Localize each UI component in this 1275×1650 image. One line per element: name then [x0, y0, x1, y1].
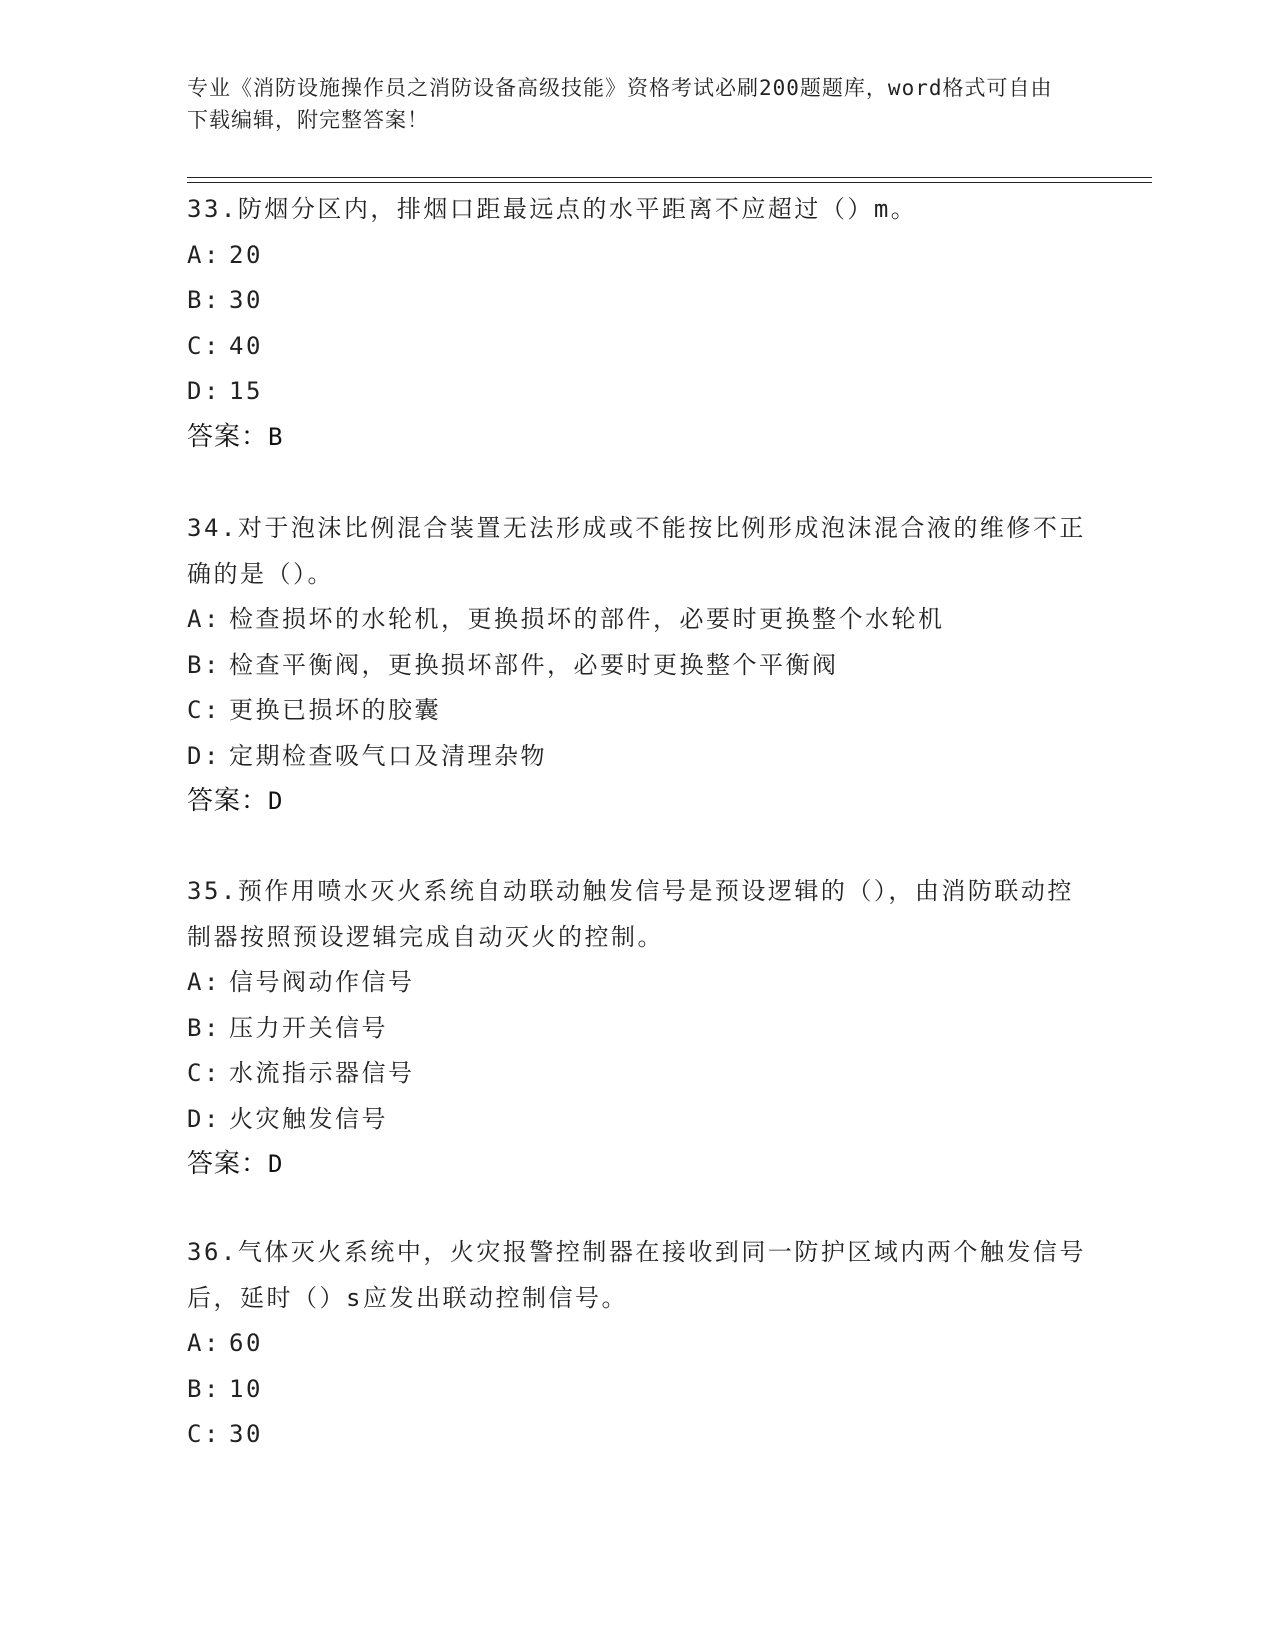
answer-label: 答案： — [187, 421, 269, 452]
question-stem: 36.气体灭火系统中，火灾报警控制器在接收到同一防护区域内两个触发信号后，延时（）s应发出联动控制信号。 — [187, 1238, 1086, 1312]
option-letter: D: — [187, 1104, 221, 1133]
header-text: 专业《消防设施操作员之消防设备高级技能》资格考试必刷200题题库，word格式可自由下载编辑，附完整答案！ — [187, 76, 1053, 132]
option-d — [187, 1097, 1087, 1143]
option-c — [187, 1412, 1087, 1458]
answer-value: B — [268, 422, 284, 451]
question-stem: 33.防烟分区内，排烟口距最远点的水平距离不应超过（）m。 — [187, 195, 918, 223]
option-letter: A: — [187, 968, 221, 996]
option-text: 检查损坏的水轮机，更换损坏的部件，必要时更换整个水轮机 — [229, 605, 945, 633]
option-letter: A: — [187, 240, 221, 269]
option-letter: B: — [187, 1013, 221, 1042]
option-a — [187, 960, 1087, 1006]
option-text: 压力开关信号 — [229, 1013, 388, 1042]
option-letter: C: — [187, 1420, 221, 1448]
option-letter: A: — [187, 1329, 221, 1357]
question-33 — [187, 187, 1087, 460]
option-text: 15 — [229, 377, 263, 405]
option-letter: C: — [187, 1059, 221, 1087]
option-letter: B: — [187, 286, 221, 314]
option-letter: B: — [187, 1374, 221, 1403]
option-c — [187, 688, 1087, 734]
option-a — [187, 1321, 1087, 1367]
option-text: 30 — [229, 1420, 263, 1448]
answer-label: 答案： — [187, 1149, 269, 1179]
answer-value: D — [268, 1150, 284, 1178]
answer-line — [187, 779, 1087, 825]
option-b — [187, 1367, 1087, 1413]
option-b — [187, 1006, 1087, 1052]
question-stem: 34.对于泡沫比例混合装置无法形成或不能按比例形成泡沫混合液的维修不正确的是（）。 — [187, 514, 1086, 588]
answer-label: 答案： — [187, 786, 269, 816]
option-letter: A: — [187, 605, 221, 633]
option-d — [187, 369, 1087, 415]
answer-line — [187, 415, 1087, 461]
option-letter: D: — [187, 377, 221, 405]
answer-value: D — [268, 787, 284, 815]
document-header — [187, 72, 1067, 136]
header-divider-top — [187, 177, 1152, 178]
option-text: 20 — [229, 240, 263, 269]
option-d — [187, 734, 1087, 780]
option-text: 定期检查吸气口及清理杂物 — [229, 741, 547, 770]
option-text: 60 — [229, 1329, 263, 1357]
option-c — [187, 324, 1087, 370]
option-a — [187, 233, 1087, 279]
option-text: 信号阀动作信号 — [229, 968, 415, 996]
option-letter: D: — [187, 741, 221, 770]
option-text: 30 — [229, 286, 263, 314]
question-34 — [187, 506, 1087, 825]
question-stem: 35.预作用喷水灭火系统自动联动触发信号是预设逻辑的（），由消防联动控制器按照预设逻辑完成自动灭火的控制。 — [187, 877, 1074, 951]
header-divider-bottom — [187, 182, 1152, 183]
question-35 — [187, 869, 1087, 1188]
option-letter: B: — [187, 650, 221, 679]
option-a — [187, 597, 1087, 643]
option-text: 更换已损坏的胶囊 — [229, 696, 441, 724]
answer-line — [187, 1142, 1087, 1188]
option-c — [187, 1051, 1087, 1097]
option-text: 水流指示器信号 — [229, 1059, 415, 1087]
option-text: 10 — [229, 1374, 263, 1403]
option-b — [187, 278, 1087, 324]
option-b — [187, 643, 1087, 689]
question-36 — [187, 1230, 1087, 1458]
option-text: 火灾触发信号 — [229, 1104, 388, 1133]
option-letter: C: — [187, 696, 221, 724]
option-text: 检查平衡阀，更换损坏部件，必要时更换整个平衡阀 — [229, 650, 839, 679]
option-letter: C: — [187, 331, 221, 360]
option-text: 40 — [229, 331, 263, 360]
